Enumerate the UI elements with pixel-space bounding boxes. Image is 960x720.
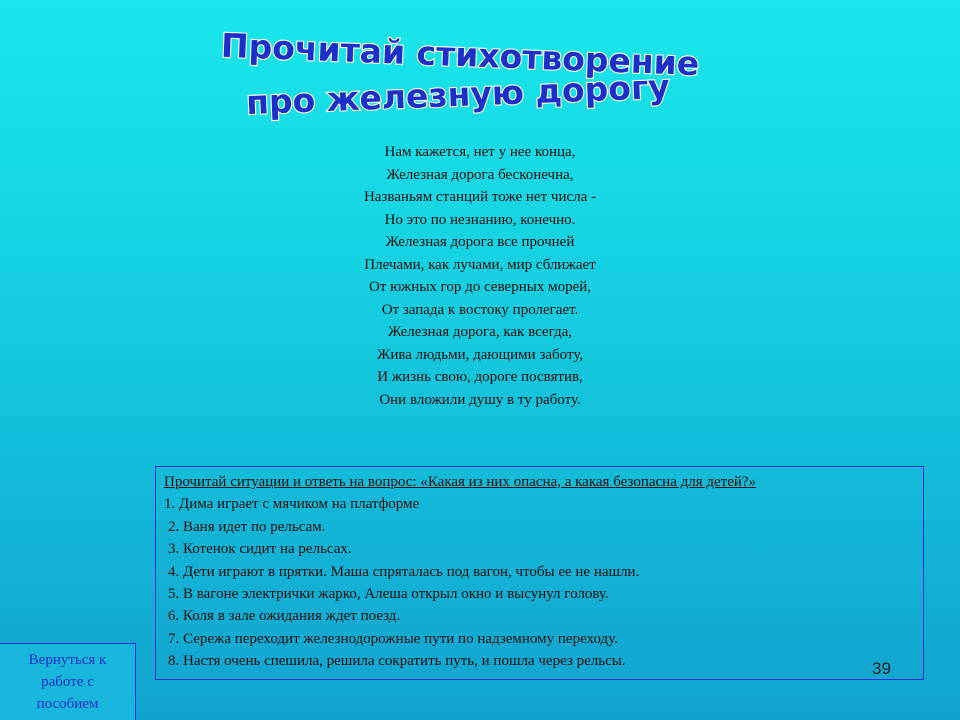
situation-item: 8. Настя очень спешила, решила сократить путь, и пошла через рельсы. — [168, 653, 626, 670]
poem-line: От запада к востоку пролегает. — [381, 301, 579, 318]
slide-number: 39 — [872, 659, 891, 678]
poem-line: Плечами, как лучами, мир сближает — [364, 256, 596, 273]
situation-item: 6. Коля в зале ожидания ждет поезд. — [168, 608, 401, 625]
situation-item: 2. Ваня идет по рельсам. — [168, 518, 326, 535]
back-button-line-2: работе с — [41, 674, 94, 690]
title-line-2: про железную дорогу — [245, 66, 671, 123]
poem-line: Жива людьми, дающими заботу, — [376, 346, 584, 363]
poem-line: Железная дорога бесконечна, — [386, 166, 574, 183]
situation-item: 1. Дима играет с мячиком на платформе — [164, 496, 420, 513]
situations-box — [155, 466, 924, 680]
poem-line: Они вложили душу в ту работу. — [379, 391, 581, 408]
back-button-line-3: пособием — [36, 696, 99, 712]
slide-title — [180, 18, 740, 138]
poem-line: Нам кажется, нет у нее конца, — [384, 144, 576, 160]
poem-line: Железная дорога, как всегда, — [387, 324, 573, 340]
situation-item: 3. Котенок сидит на рельсах. — [168, 541, 352, 558]
title-line-1: Прочитай стихотворение — [220, 25, 700, 84]
poem-line: Железная дорога все прочней — [385, 234, 575, 250]
situation-item: 7. Сережа переходит железнодорожные пути по надземному переходу. — [168, 630, 618, 647]
poem-line: Но это по незнанию, конечно. — [384, 211, 576, 228]
poem — [275, 141, 685, 411]
poem-line: И жизнь свою, дороге посвятив, — [377, 369, 583, 385]
situation-item: 4. Дети играют в прятки. Маша спряталась под вагон, чтобы ее не нашли. — [168, 563, 640, 580]
situations-question: Прочитай ситуации и ответь на вопрос: «Какая из них опасна, а какая безопасна для детей?» — [164, 474, 757, 490]
situation-item: 5. В вагоне электрички жарко, Алеша открыл окно и высунул голову. — [168, 586, 609, 603]
back-to-manual-button[interactable] — [0, 643, 136, 720]
back-button-line-1: Вернуться к — [28, 652, 107, 668]
poem-line: От южных гор до северных морей, — [368, 279, 592, 295]
poem-line: Названьям станций тоже нет числа - — [363, 189, 597, 205]
